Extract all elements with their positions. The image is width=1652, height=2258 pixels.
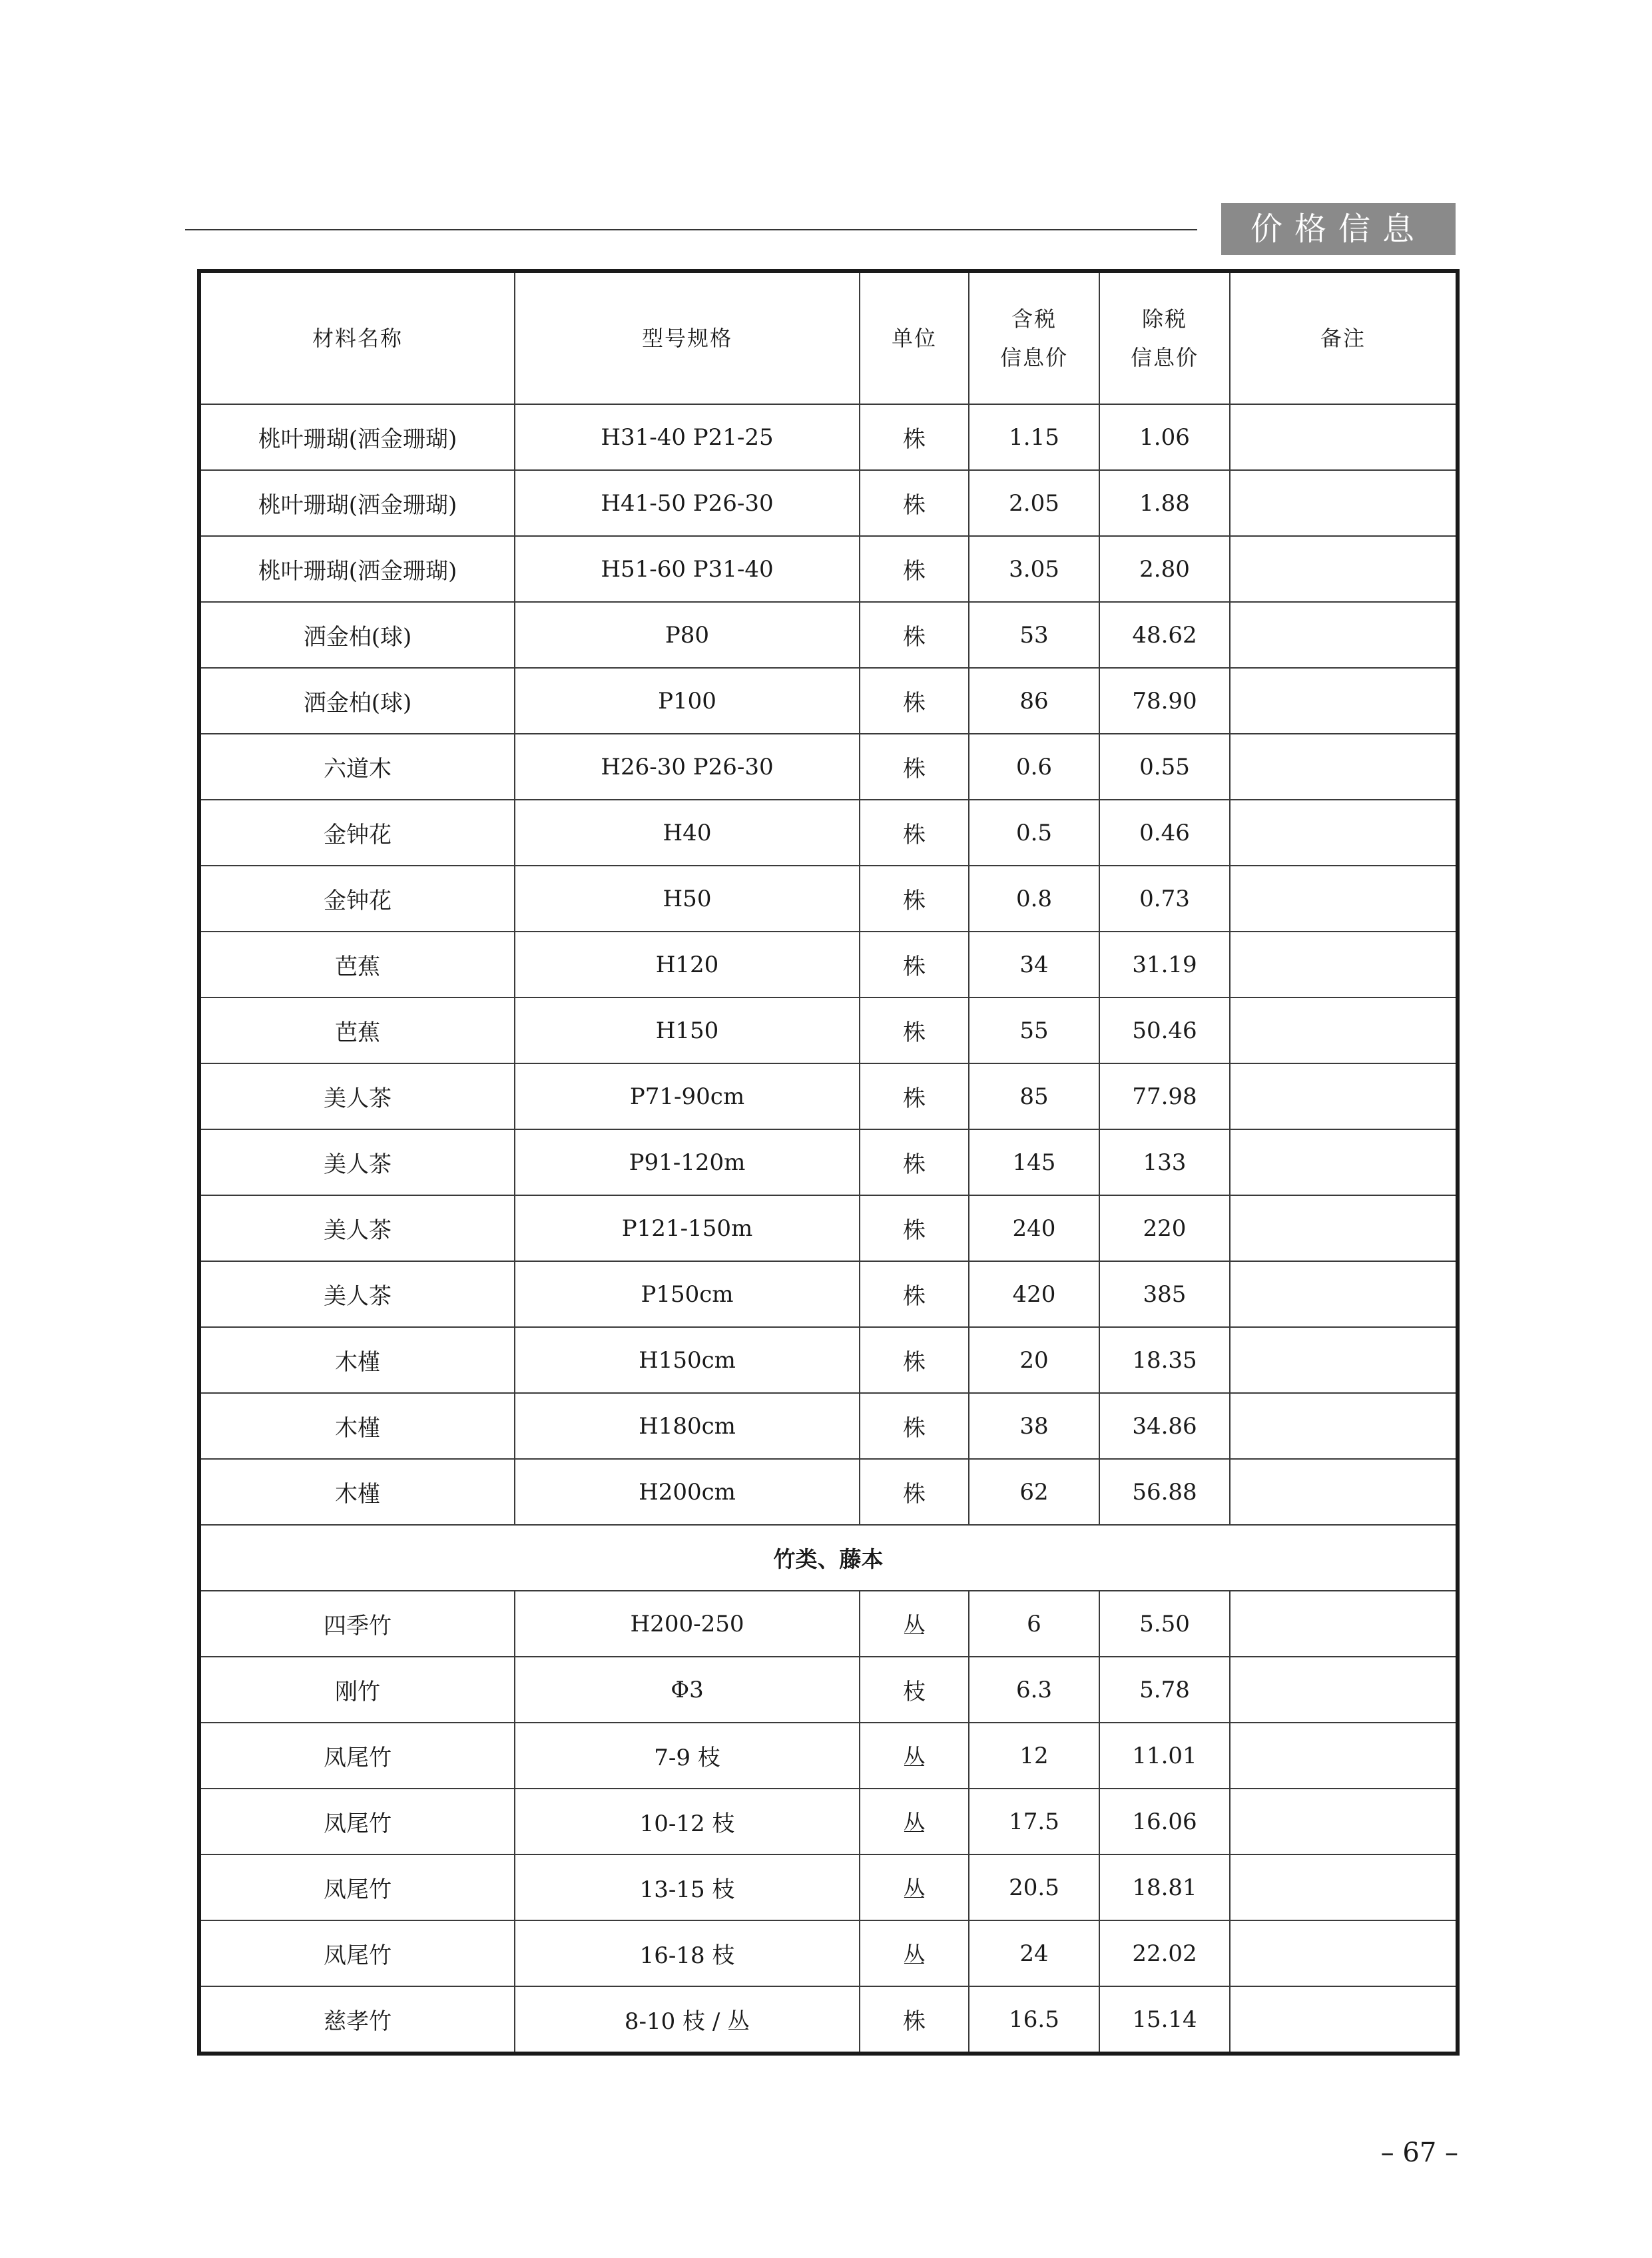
tax-included-price-cell: 20.5	[969, 1854, 1099, 1920]
tax-excluded-price-cell: 5.50	[1099, 1591, 1230, 1657]
note-cell	[1230, 1393, 1458, 1459]
spec-cell: P71-90cm	[515, 1063, 860, 1129]
material-name-cell: 木槿	[199, 1393, 515, 1459]
note-cell	[1230, 1591, 1458, 1657]
unit-cell: 株	[860, 1459, 969, 1525]
section-tab: 价格信息	[1221, 203, 1456, 255]
table-row	[199, 1063, 1458, 1129]
tax-included-price-cell: 3.05	[969, 536, 1099, 602]
tax-excluded-price-cell: 34.86	[1099, 1393, 1230, 1459]
note-cell	[1230, 734, 1458, 800]
table-row	[199, 1393, 1458, 1459]
table-row	[199, 1195, 1458, 1261]
tax-included-price-cell: 12	[969, 1723, 1099, 1789]
column-header-note: 备注	[1230, 271, 1458, 404]
material-name-cell: 凤尾竹	[199, 1854, 515, 1920]
table-row	[199, 1459, 1458, 1525]
tax-included-price-cell: 62	[969, 1459, 1099, 1525]
unit-cell: 丛	[860, 1789, 969, 1854]
note-cell	[1230, 997, 1458, 1063]
note-cell	[1230, 1920, 1458, 1986]
note-cell	[1230, 866, 1458, 932]
note-cell	[1230, 404, 1458, 470]
spec-cell: H51-60 P31-40	[515, 536, 860, 602]
tax-included-price-cell: 0.8	[969, 866, 1099, 932]
unit-cell: 株	[860, 1195, 969, 1261]
note-cell	[1230, 800, 1458, 866]
tax-excluded-price-cell: 22.02	[1099, 1920, 1230, 1986]
material-name-cell: 美人茶	[199, 1063, 515, 1129]
spec-cell: 10-12 枝	[515, 1789, 860, 1854]
material-name-cell: 桃叶珊瑚(洒金珊瑚)	[199, 470, 515, 536]
tax-excluded-price-cell: 5.78	[1099, 1657, 1230, 1723]
tax-included-price-cell: 6	[969, 1591, 1099, 1657]
spec-cell: P80	[515, 602, 860, 668]
spec-cell: H180cm	[515, 1393, 860, 1459]
spec-cell: H26-30 P26-30	[515, 734, 860, 800]
table-row	[199, 932, 1458, 997]
unit-cell: 株	[860, 1063, 969, 1129]
note-cell	[1230, 1459, 1458, 1525]
table-row	[199, 602, 1458, 668]
spec-cell: H120	[515, 932, 860, 997]
note-cell	[1230, 1129, 1458, 1195]
spec-cell: H200cm	[515, 1459, 860, 1525]
spec-cell: H200-250	[515, 1591, 860, 1657]
spec-cell: P100	[515, 668, 860, 734]
table-row	[199, 1986, 1458, 2054]
spec-cell: H50	[515, 866, 860, 932]
material-name-cell: 刚竹	[199, 1657, 515, 1723]
table-row	[199, 800, 1458, 866]
unit-cell: 株	[860, 1129, 969, 1195]
tax-included-price-cell: 2.05	[969, 470, 1099, 536]
table-row	[199, 734, 1458, 800]
spec-cell: P121-150m	[515, 1195, 860, 1261]
column-header-tax-excluded-price	[1099, 271, 1230, 404]
material-name-cell: 桃叶珊瑚(洒金珊瑚)	[199, 404, 515, 470]
tax-excluded-price-cell: 77.98	[1099, 1063, 1230, 1129]
material-name-cell: 凤尾竹	[199, 1920, 515, 1986]
tax-included-price-cell: 24	[969, 1920, 1099, 1986]
note-cell	[1230, 1657, 1458, 1723]
tax-excluded-price-cell: 133	[1099, 1129, 1230, 1195]
note-cell	[1230, 1723, 1458, 1789]
table-body	[199, 404, 1458, 2054]
tax-included-price-cell: 86	[969, 668, 1099, 734]
section-title: 竹类、藤本	[199, 1525, 1458, 1591]
spec-cell: H31-40 P21-25	[515, 404, 860, 470]
unit-cell: 株	[860, 1986, 969, 2054]
unit-cell: 株	[860, 1261, 969, 1327]
unit-cell: 株	[860, 734, 969, 800]
tax-excluded-price-cell: 0.46	[1099, 800, 1230, 866]
column-header-spec: 型号规格	[515, 271, 860, 404]
note-cell	[1230, 1789, 1458, 1854]
material-name-cell: 凤尾竹	[199, 1789, 515, 1854]
table-row	[199, 1723, 1458, 1789]
tax-excluded-price-cell: 2.80	[1099, 536, 1230, 602]
spec-cell: 7-9 枝	[515, 1723, 860, 1789]
material-name-cell: 桃叶珊瑚(洒金珊瑚)	[199, 536, 515, 602]
spec-cell: H41-50 P26-30	[515, 470, 860, 536]
note-cell	[1230, 1986, 1458, 2054]
spec-cell: H150	[515, 997, 860, 1063]
spec-cell: Φ3	[515, 1657, 860, 1723]
tax-included-price-cell: 6.3	[969, 1657, 1099, 1723]
spec-cell: P150cm	[515, 1261, 860, 1327]
table-row	[199, 997, 1458, 1063]
tax-excluded-price-cell: 0.55	[1099, 734, 1230, 800]
page-number: – 67 –	[1380, 2137, 1458, 2168]
material-name-cell: 木槿	[199, 1327, 515, 1393]
tax-excluded-price-cell: 18.35	[1099, 1327, 1230, 1393]
tax-included-price-cell: 85	[969, 1063, 1099, 1129]
table-row	[199, 404, 1458, 470]
material-name-cell: 芭蕉	[199, 997, 515, 1063]
tax-included-price-cell: 38	[969, 1393, 1099, 1459]
table-row	[199, 536, 1458, 602]
unit-cell: 丛	[860, 1723, 969, 1789]
unit-cell: 株	[860, 997, 969, 1063]
material-name-cell: 美人茶	[199, 1195, 515, 1261]
table-row	[199, 1657, 1458, 1723]
material-name-cell: 美人茶	[199, 1261, 515, 1327]
table-row	[199, 866, 1458, 932]
note-cell	[1230, 932, 1458, 997]
tax-included-price-cell: 145	[969, 1129, 1099, 1195]
unit-cell: 株	[860, 536, 969, 602]
column-header-tax-included-price	[969, 271, 1099, 404]
unit-cell: 株	[860, 404, 969, 470]
material-name-cell: 美人茶	[199, 1129, 515, 1195]
tax-excluded-price-cell: 11.01	[1099, 1723, 1230, 1789]
tax-included-price-cell: 34	[969, 932, 1099, 997]
unit-cell: 株	[860, 1327, 969, 1393]
spec-cell: 8-10 枝 / 丛	[515, 1986, 860, 2054]
tax-included-price-cell: 20	[969, 1327, 1099, 1393]
unit-cell: 株	[860, 470, 969, 536]
tax-included-price-cell: 1.15	[969, 404, 1099, 470]
unit-cell: 丛	[860, 1920, 969, 1986]
spec-cell: 16-18 枝	[515, 1920, 860, 1986]
tax-excluded-price-cell: 15.14	[1099, 1986, 1230, 2054]
material-name-cell: 金钟花	[199, 800, 515, 866]
tax-excluded-price-cell: 56.88	[1099, 1459, 1230, 1525]
header-rule	[185, 229, 1197, 230]
spec-cell: P91-120m	[515, 1129, 860, 1195]
tax-excluded-price-cell: 16.06	[1099, 1789, 1230, 1854]
unit-cell: 株	[860, 866, 969, 932]
table-row	[199, 668, 1458, 734]
note-cell	[1230, 668, 1458, 734]
unit-cell: 枝	[860, 1657, 969, 1723]
note-cell	[1230, 536, 1458, 602]
unit-cell: 株	[860, 932, 969, 997]
unit-cell: 株	[860, 668, 969, 734]
tax-excluded-price-cell: 78.90	[1099, 668, 1230, 734]
tax-included-price-cell: 55	[969, 997, 1099, 1063]
unit-cell: 株	[860, 602, 969, 668]
column-header-tax-excluded-line1: 除税	[1141, 306, 1187, 332]
tax-excluded-price-cell: 31.19	[1099, 932, 1230, 997]
material-name-cell: 凤尾竹	[199, 1723, 515, 1789]
table-row	[199, 1261, 1458, 1327]
column-header-name: 材料名称	[199, 271, 515, 404]
tax-included-price-cell: 17.5	[969, 1789, 1099, 1854]
note-cell	[1230, 602, 1458, 668]
section-row	[199, 1525, 1458, 1591]
note-cell	[1230, 470, 1458, 536]
unit-cell: 丛	[860, 1854, 969, 1920]
table-row	[199, 1789, 1458, 1854]
spec-cell: H40	[515, 800, 860, 866]
tax-included-price-cell: 0.6	[969, 734, 1099, 800]
material-name-cell: 慈孝竹	[199, 1986, 515, 2054]
material-name-cell: 芭蕉	[199, 932, 515, 997]
table-row	[199, 1591, 1458, 1657]
unit-cell: 丛	[860, 1591, 969, 1657]
table-row	[199, 470, 1458, 536]
spec-cell: H150cm	[515, 1327, 860, 1393]
tax-excluded-price-cell: 18.81	[1099, 1854, 1230, 1920]
material-name-cell: 洒金柏(球)	[199, 602, 515, 668]
tax-included-price-cell: 16.5	[969, 1986, 1099, 2054]
tax-excluded-price-cell: 50.46	[1099, 997, 1230, 1063]
tax-excluded-price-cell: 220	[1099, 1195, 1230, 1261]
tax-excluded-price-cell: 1.06	[1099, 404, 1230, 470]
tax-excluded-price-cell: 48.62	[1099, 602, 1230, 668]
column-header-tax-included-line2: 信息价	[999, 345, 1068, 370]
tax-included-price-cell: 53	[969, 602, 1099, 668]
column-header-tax-included-line1: 含税	[1011, 306, 1057, 332]
table-header-row	[199, 271, 1458, 404]
material-name-cell: 洒金柏(球)	[199, 668, 515, 734]
tax-included-price-cell: 0.5	[969, 800, 1099, 866]
note-cell	[1230, 1063, 1458, 1129]
note-cell	[1230, 1854, 1458, 1920]
tax-excluded-price-cell: 0.73	[1099, 866, 1230, 932]
column-header-tax-excluded-line2: 信息价	[1130, 345, 1199, 370]
tax-excluded-price-cell: 1.88	[1099, 470, 1230, 536]
material-name-cell: 六道木	[199, 734, 515, 800]
unit-cell: 株	[860, 1393, 969, 1459]
table-row	[199, 1129, 1458, 1195]
material-name-cell: 金钟花	[199, 866, 515, 932]
material-name-cell: 木槿	[199, 1459, 515, 1525]
tax-included-price-cell: 240	[969, 1195, 1099, 1261]
note-cell	[1230, 1195, 1458, 1261]
table-row	[199, 1920, 1458, 1986]
tax-excluded-price-cell: 385	[1099, 1261, 1230, 1327]
table-row	[199, 1327, 1458, 1393]
material-name-cell: 四季竹	[199, 1591, 515, 1657]
tax-included-price-cell: 420	[969, 1261, 1099, 1327]
spec-cell: 13-15 枝	[515, 1854, 860, 1920]
price-table	[197, 269, 1460, 2056]
table-row	[199, 1854, 1458, 1920]
note-cell	[1230, 1261, 1458, 1327]
note-cell	[1230, 1327, 1458, 1393]
unit-cell: 株	[860, 800, 969, 866]
column-header-unit: 单位	[860, 271, 969, 404]
